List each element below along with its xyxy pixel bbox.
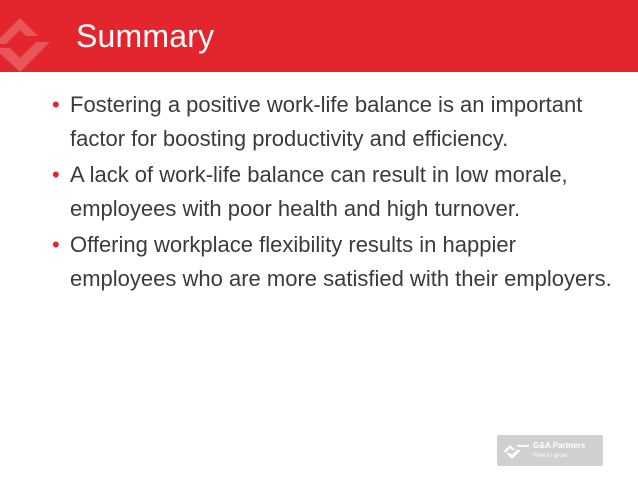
bullet-item [52,88,612,156]
bullet-marker: • [52,92,60,117]
bullet-item [52,228,612,296]
logo-name: G&A Partners [533,441,586,450]
bullet-text: Offering workplace flexibility results in happier employees who are more satisfied with their employers. [70,232,612,291]
bullet-marker: • [52,162,60,187]
bullet-text: A lack of work-life balance can result in low morale, employees with poor health and high turnover. [70,162,568,221]
company-logo [497,435,603,466]
title-bar [0,0,638,72]
logo-tagline: Free to grow [533,453,567,459]
bullet-marker: • [52,232,60,257]
bullet-item [52,158,612,226]
watermark-logo-icon [0,0,60,72]
slide-title: Summary [76,18,215,54]
bullet-list [52,88,612,298]
logo-mark-icon [503,441,529,464]
bullet-text: Fostering a positive work-life balance is an important factor for boosting productivity and efficiency. [70,92,583,151]
